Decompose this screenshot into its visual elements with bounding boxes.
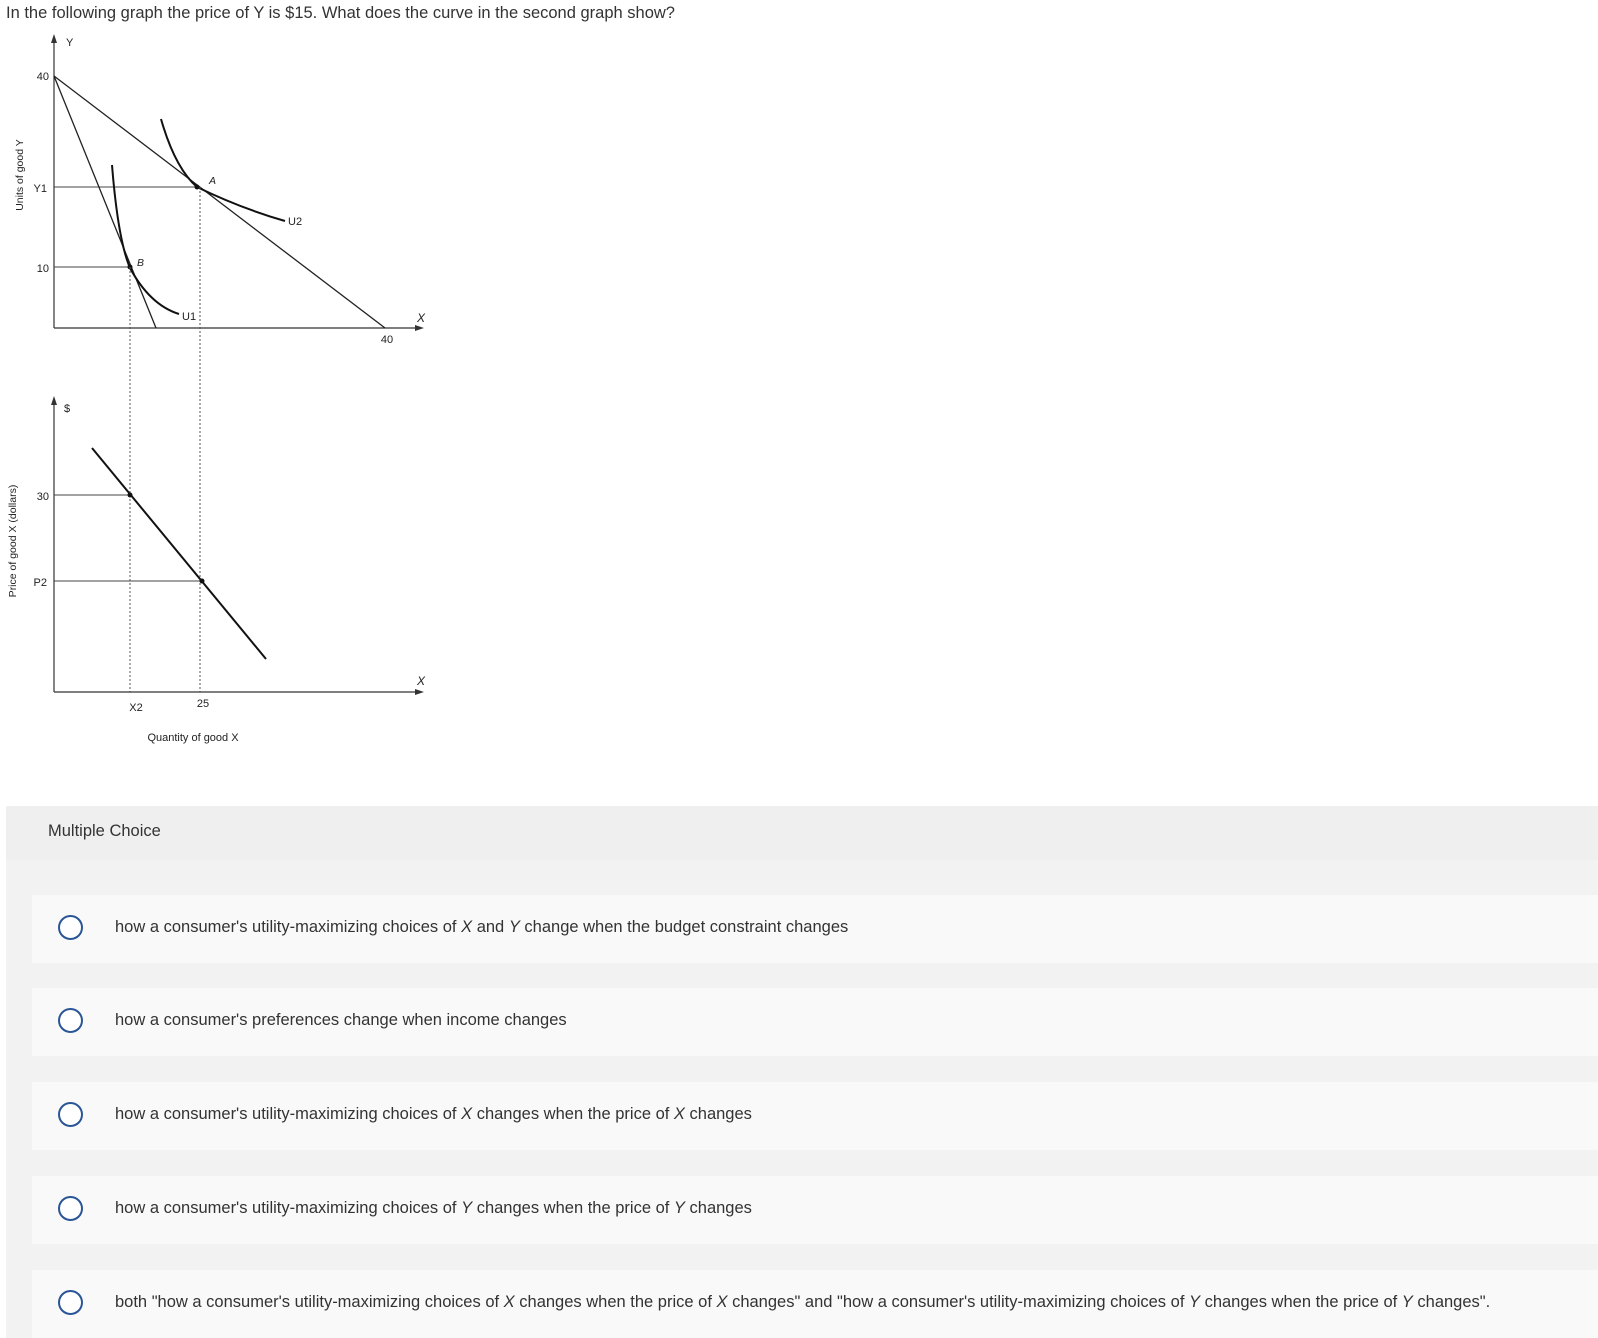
option-text-segment: how a consumer's utility-maximizing choices of <box>115 1105 462 1123</box>
option-text-segment: changes when the price of <box>472 1105 674 1123</box>
variable-symbol: X <box>716 1293 728 1311</box>
option-text-segment: changes <box>684 1105 752 1123</box>
label-u1: U1 <box>182 311 197 323</box>
economics-figure <box>0 30 440 750</box>
option-text-segment: changes when the price of <box>472 1199 674 1217</box>
multiple-choice-title: Multiple Choice <box>48 822 161 840</box>
y-tick-p2: P2 <box>33 577 47 589</box>
bottom-x-axis-symbol: X <box>417 674 426 688</box>
y-tick-10: 10 <box>36 263 49 275</box>
answer-option-3[interactable] <box>32 1082 1598 1150</box>
top-y-axis-title: Units of good Y <box>14 139 26 211</box>
budget-line-outer <box>54 76 385 328</box>
question-text: In the following graph the price of Y is $15. What does the curve in the second graph show? <box>6 4 675 22</box>
radio-button-4[interactable] <box>58 1196 83 1221</box>
demand-curve <box>92 448 266 659</box>
top-y-axis-arrow <box>51 34 57 43</box>
multiple-choice-panel <box>6 806 1598 1338</box>
bottom-x-axis-arrow <box>415 689 424 695</box>
y-tick-y1: Y1 <box>33 183 47 195</box>
bottom-panel <box>7 396 426 744</box>
demand-point-upper <box>128 493 133 498</box>
y-tick-30: 30 <box>36 491 49 503</box>
radio-button-5[interactable] <box>58 1290 83 1315</box>
top-panel <box>14 34 426 346</box>
label-u2: U2 <box>288 216 303 228</box>
label-point-b: B <box>137 257 145 269</box>
answer-option-text <box>115 918 848 937</box>
multiple-choice-header <box>6 806 1598 860</box>
variable-symbol: Y <box>508 918 520 936</box>
option-text-segment: changes". <box>1412 1293 1491 1311</box>
budget-line-inner <box>54 76 156 328</box>
option-text-segment: changes when the price of <box>1200 1293 1402 1311</box>
answer-option-1[interactable] <box>32 895 1598 963</box>
variable-symbol: X <box>461 1105 473 1123</box>
top-x-axis-arrow <box>415 325 424 331</box>
option-text-segment: how a consumer's utility-maximizing choices of <box>115 1199 462 1217</box>
bottom-x-axis-title: Quantity of good X <box>147 732 239 744</box>
top-y-axis-symbol: Y <box>66 37 74 49</box>
x-tick-x2: X2 <box>129 702 143 714</box>
option-text-segment: and <box>472 918 509 936</box>
label-point-a: A <box>209 175 217 187</box>
variable-symbol: Y <box>673 1199 685 1217</box>
variable-symbol: Y <box>1401 1293 1413 1311</box>
option-text-segment: change when the budget constraint changes <box>519 918 849 936</box>
bottom-y-axis-arrow <box>51 396 57 405</box>
variable-symbol: Y <box>461 1199 473 1217</box>
option-text-segment: changes <box>684 1199 752 1217</box>
answer-option-text <box>115 1011 567 1030</box>
option-text-segment: how a consumer's utility-maximizing choices of <box>115 918 462 936</box>
radio-button-2[interactable] <box>58 1008 83 1033</box>
variable-symbol: X <box>461 918 473 936</box>
answer-option-text <box>115 1199 752 1218</box>
bottom-y-axis-symbol: $ <box>64 403 71 415</box>
y-tick-40: 40 <box>36 71 49 83</box>
answer-option-text <box>115 1293 1490 1312</box>
option-text-segment: how a consumer's preferences change when income changes <box>115 1011 567 1029</box>
answer-option-2[interactable] <box>32 988 1598 1056</box>
answer-option-text <box>115 1105 752 1124</box>
radio-button-1[interactable] <box>58 915 83 940</box>
bottom-y-axis-title: Price of good X (dollars) <box>7 484 19 598</box>
demand-point-lower <box>200 579 205 584</box>
option-text-segment: both "how a consumer's utility-maximizing choices of <box>115 1293 504 1311</box>
top-x-axis-symbol: X <box>417 311 426 325</box>
option-text-segment: changes" and "how a consumer's utility-maximizing choices of <box>727 1293 1189 1311</box>
variable-symbol: X <box>503 1293 515 1311</box>
x-tick-40: 40 <box>380 334 394 346</box>
x-tick-25: 25 <box>196 698 210 710</box>
answer-option-4[interactable] <box>32 1176 1598 1244</box>
variable-symbol: Y <box>1188 1293 1200 1311</box>
variable-symbol: X <box>673 1105 685 1123</box>
indifference-curve-u2 <box>161 119 285 221</box>
option-text-segment: changes when the price of <box>514 1293 717 1311</box>
answer-option-5[interactable] <box>32 1270 1598 1338</box>
point-a <box>195 185 200 190</box>
radio-button-3[interactable] <box>58 1102 83 1127</box>
